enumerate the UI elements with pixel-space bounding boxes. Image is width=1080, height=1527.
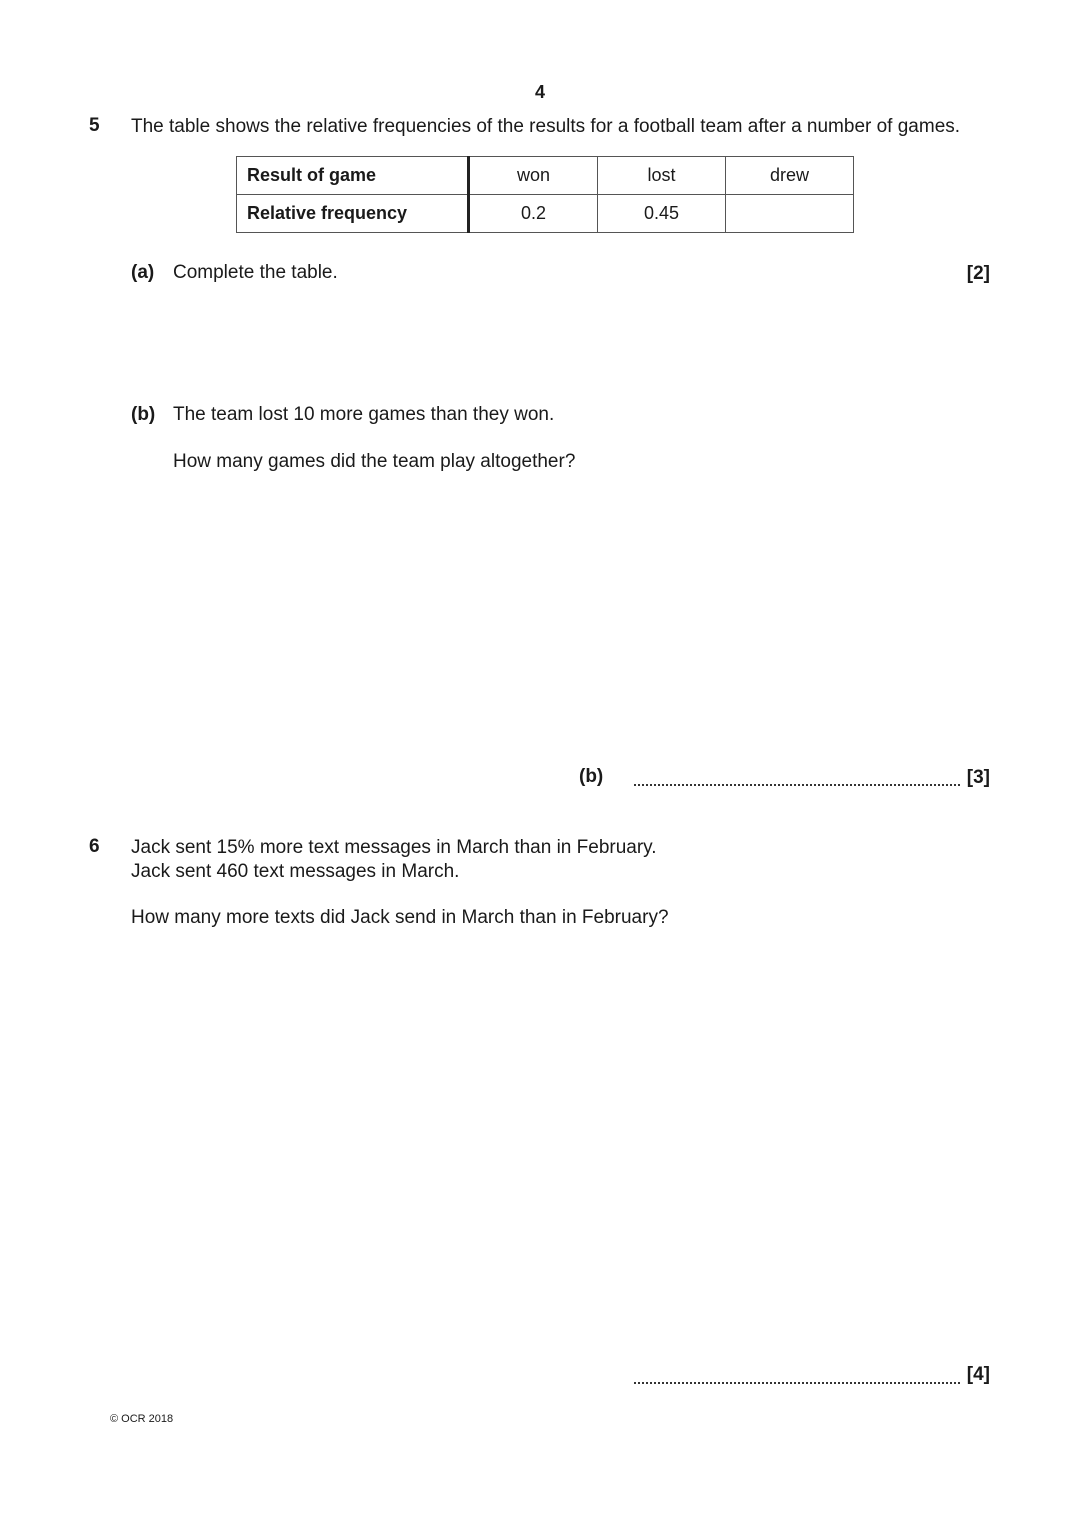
frequency-drew-blank[interactable]: [726, 195, 854, 233]
result-drew: drew: [726, 157, 854, 195]
question-6-marks: [4]: [966, 1364, 990, 1385]
part-b-answer-line[interactable]: [634, 784, 960, 786]
question-6-line-2: Jack sent 460 text messages in March.: [131, 861, 460, 882]
question-number: 5: [89, 115, 100, 136]
question-number: 6: [89, 836, 100, 857]
part-a-label: (a): [131, 262, 155, 283]
copyright-notice: © OCR 2018: [110, 1413, 174, 1425]
result-won: won: [469, 157, 598, 195]
question-6-question: How many more texts did Jack send in March than in February?: [131, 907, 669, 928]
frequency-lost: 0.45: [598, 195, 726, 233]
part-b-answer-label: (b): [579, 766, 604, 787]
part-b-label: (b): [131, 404, 156, 425]
part-a-text: Complete the table.: [173, 262, 338, 283]
page-number: 4: [534, 82, 545, 102]
frequency-won: 0.2: [469, 195, 598, 233]
row-header-frequency: Relative frequency: [237, 195, 469, 233]
table-row: [237, 157, 854, 195]
part-b-marks: [3]: [966, 767, 990, 788]
row-header-result: Result of game: [237, 157, 469, 195]
question-stem: The table shows the relative frequencies of the results for a football team after a number of games.: [131, 116, 961, 137]
relative-frequency-table: [236, 156, 854, 233]
part-b-question: How many games did the team play altogether?: [173, 451, 576, 472]
question-6-line-1: Jack sent 15% more text messages in March than in February.: [131, 837, 657, 858]
result-lost: lost: [598, 157, 726, 195]
part-b-text: The team lost 10 more games than they won.: [173, 404, 555, 425]
part-a-marks: [2]: [966, 263, 990, 284]
question-6-answer-line[interactable]: [634, 1382, 960, 1384]
table-row: [237, 195, 854, 233]
